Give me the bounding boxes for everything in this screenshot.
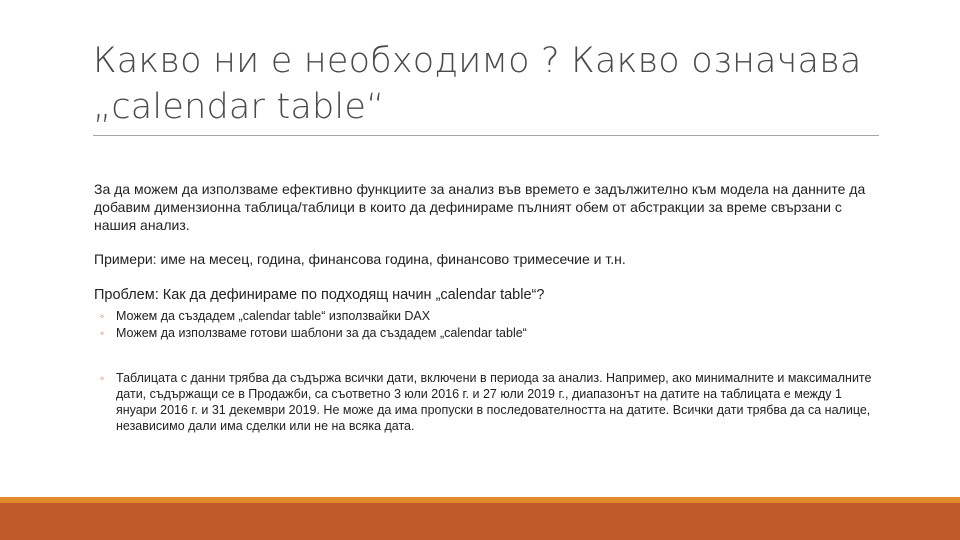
list-item-text: Можем да създадем „calendar table“ използвайки DAX — [116, 309, 431, 323]
slide-title: Какво ни е необходимо ? Какво означава „calendar table“ — [93, 41, 862, 127]
list-item — [94, 325, 884, 342]
list-item — [94, 308, 884, 325]
paragraph-problem: Проблем: Как да дефинираме по подходящ начин „calendar table“? — [94, 287, 545, 303]
footer-bar — [0, 497, 960, 540]
bullet-marker-icon: ◦ — [100, 371, 105, 385]
paragraph-examples: Примери: име на месец, година, финансова година, финансово тримесечие и т.н. — [94, 251, 626, 267]
bullet-marker-icon: ◦ — [100, 326, 105, 340]
note-list — [94, 370, 884, 434]
paragraph-intro: За да можем да използваме ефективно функциите за анализ във времето е задължително към модела на данните да добавим димензионна таблица/таблици в които да дефинираме пълният обем от абстракции за време свързани с нашия анализ. — [94, 181, 866, 233]
slide-body — [94, 180, 884, 434]
list-item — [94, 370, 886, 434]
solution-list — [94, 308, 884, 342]
list-item-text: Таблицата с данни трябва да съдържа всички дати, включени в периода за анализ. Например, ако минималните и максималните дати, съдържащи се в Продажби, са съответно 3 юли 2016 г. и 27 юли 2019 г., диапазонът на датите на таблицата е между 1 януари 2016 г. и 31 декември 2019. Не може да има пропуски в последователността на датите. Всички дати трябва да са налице, независимо дали има сделки или не на всяка дата. — [116, 371, 872, 433]
bullet-marker-icon: ◦ — [100, 309, 105, 323]
spacer — [94, 342, 884, 370]
list-item-text: Можем да използваме готови шаблони за да създадем „calendar table“ — [116, 326, 527, 340]
footer-accent-stripe — [0, 497, 960, 503]
title-divider — [93, 135, 879, 136]
